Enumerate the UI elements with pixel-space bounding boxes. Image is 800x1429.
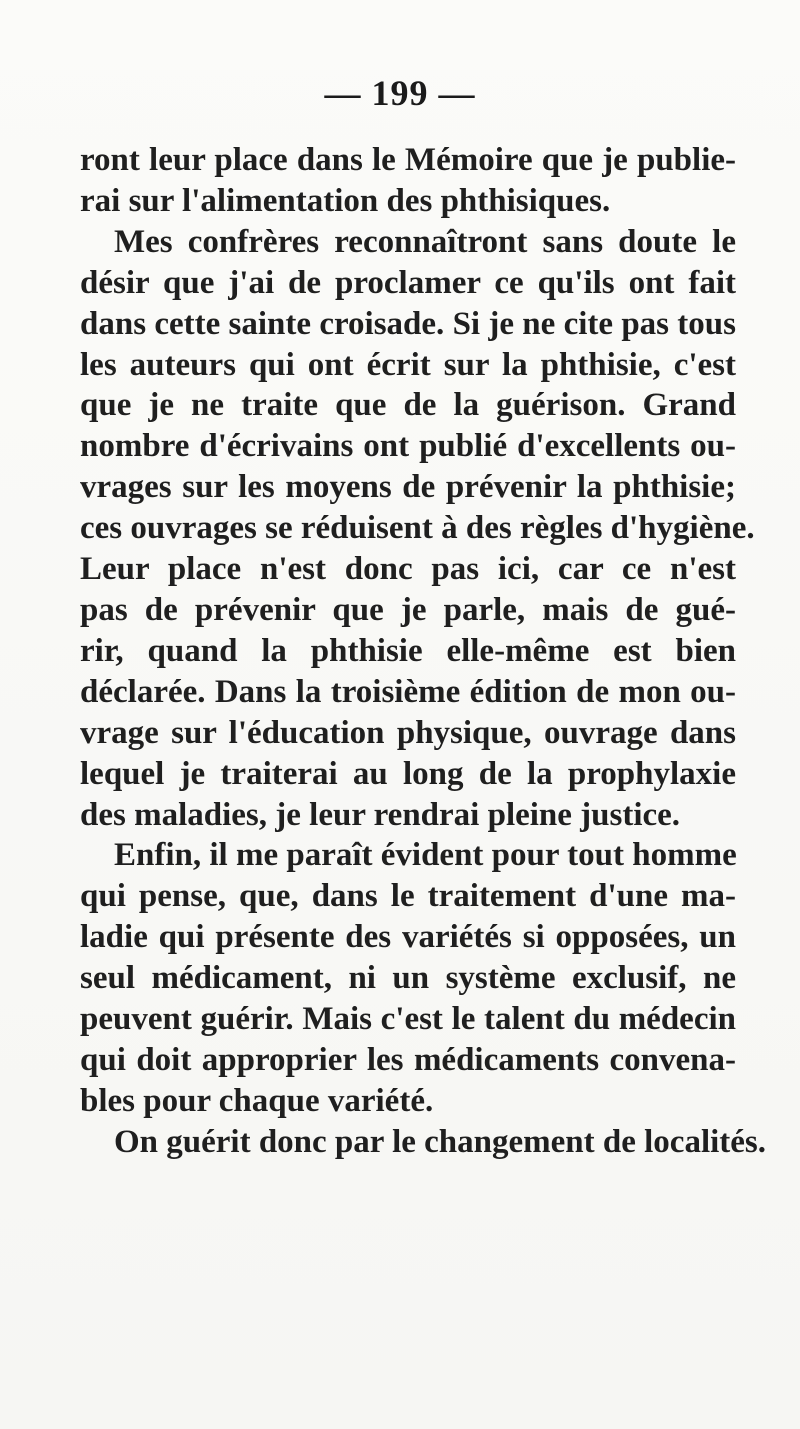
text-line: qui pense, que, dans le traitement d'une ma- [80, 878, 736, 915]
text-line: rai sur l'alimentation des phthisiques. [80, 182, 611, 219]
text-line: bles pour chaque variété. [80, 1082, 434, 1119]
text-line: ront leur place dans le Mémoire que je publie- [80, 142, 736, 178]
text-line: dans cette sainte croisade. Si je ne cite pas tous [80, 305, 736, 342]
text-line: Enfin, il me paraît évident pour tout homme [114, 837, 737, 874]
text-line: désir que j'ai de proclamer ce qu'ils ont fait [80, 264, 736, 301]
text-line: rir, quand la phthisie elle-même est bien [80, 632, 736, 669]
text-line: déclarée. Dans la troisième édition de mon ou- [80, 673, 736, 710]
text-line: pas de prévenir que je parle, mais de gué- [80, 591, 736, 628]
text-line: peuvent guérir. Mais c'est le talent du médecin [80, 1001, 736, 1038]
body-text [80, 140, 767, 1163]
text-line: vrage sur l'éducation physique, ouvrage dans [80, 714, 736, 751]
text-line: les auteurs qui ont écrit sur la phthisie, c'est [80, 346, 736, 383]
text-line: des maladies, je leur rendrai pleine justice. [80, 796, 681, 833]
text-line: ces ouvrages se réduisent à des règles d'hygiène. [80, 510, 755, 547]
text-line: Leur place n'est donc pas ici, car ce n'est [80, 551, 736, 588]
text-line: que je ne traite que de la guérison. Grand [80, 387, 736, 424]
page-number: — 199 — [324, 73, 476, 113]
text-line: On guérit donc par le changement de localités. [114, 1123, 767, 1160]
text-line: Mes confrères reconnaîtront sans doute le [114, 223, 736, 260]
text-line: qui doit approprier les médicaments convena- [80, 1041, 736, 1078]
text-line: vrages sur les moyens de prévenir la phthisie; [80, 469, 736, 506]
text-line: seul médicament, ni un système exclusif, ne [80, 960, 736, 997]
text-line: nombre d'écrivains ont publié d'excellents ou- [80, 428, 736, 465]
text-line: ladie qui présente des variétés si opposées, un [80, 919, 736, 956]
text-line: lequel je traiterai au long de la prophylaxie [80, 755, 736, 792]
